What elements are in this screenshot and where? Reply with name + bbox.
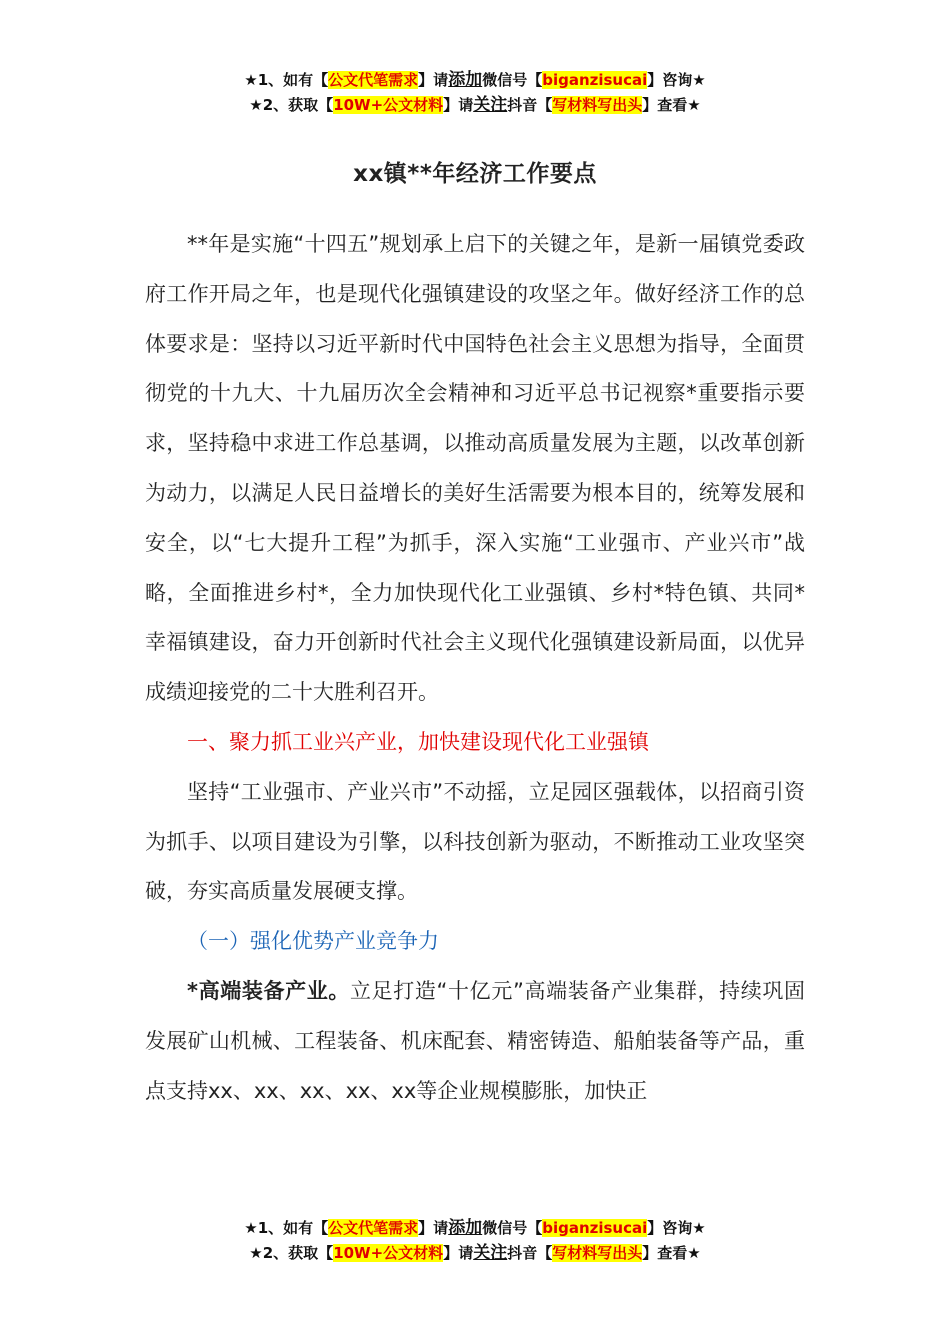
document-title: xx镇**年经济工作要点 (353, 161, 597, 187)
promo-line-1: ★1、如有【公文代笔需求】请添加微信号【biganzisucai】咨询★ (244, 70, 706, 90)
highlight-douyin-id-bottom: 写材料写出头 (552, 1244, 643, 1262)
underlined-add-bottom: 添加 (448, 1218, 483, 1238)
section-1-paragraph: 坚持“工业强市、产业兴市”不动摇，立足园区强载体，以招商引资为抓手、以项目建设为引擎，以科技创新为驱动，不断推动工业攻坚突破，夯实高质量发展硬支撑。 (145, 779, 805, 904)
intro-paragraph: **年是实施“十四五”规划承上启下的关键之年，是新一届镇党委政府工作开局之年，也是现代化强镇建设的攻坚之年。做好经济工作的总体要求是：坚持以习近平新时代中国特色社会主义思想为指导，全面贯彻党的十九大、十九届历次全会精神和习近平总书记视察*重要指示要求，坚持稳中求进工作总基调，以推动高质量发展为主题，以改革创新为动力，以满足人民日益增长的美好生活需要为根本目的，统筹发展和安全，以“七大提升工程”为抓手，深入实施“工业强市、产业兴市”战略，全面推进乡村*，全力加快现代化工业强镇、乡村*特色镇、共同*幸福镇建设，奋力开创新时代社会主义现代化强镇建设新局面，以优异成绩迎接党的二十大胜利召开。 (145, 232, 805, 705)
subsection-1-heading: （一）强化优势产业竞争力 (187, 929, 439, 954)
promo-banner-top (0, 68, 950, 118)
document-body (145, 220, 805, 1116)
promo-banner-bottom (0, 1216, 950, 1266)
highlight-materials-bottom: 10W+公文材料 (333, 1244, 444, 1262)
underlined-follow: 关注 (473, 95, 508, 115)
underlined-add: 添加 (448, 70, 483, 90)
underlined-follow-bottom: 关注 (473, 1243, 508, 1263)
highlight-wechat-id: biganzisucai (542, 71, 648, 89)
item-1-text: 立足打造“十亿元”高端装备产业集群，持续巩固发展矿山机械、工程装备、机床配套、精密铸造、船舶装备等产品，重点支持xx、xx、xx、xx、xx等企业规模膨胀，加快正 (145, 978, 806, 1103)
promo-line-2-bottom: ★2、获取【10W+公文材料】请关注抖音【写材料写出头】查看★ (249, 1243, 701, 1263)
promo-line-1-bottom: ★1、如有【公文代笔需求】请添加微信号【biganzisucai】咨询★ (244, 1218, 706, 1238)
highlight-materials: 10W+公文材料 (333, 96, 444, 114)
item-1-paragraph (145, 967, 805, 1116)
section-1-heading: 一、聚力抓工业兴产业，加快建设现代化工业强镇 (187, 729, 649, 754)
item-1-lead: *高端装备产业。 (187, 978, 351, 1003)
highlight-wechat-id-bottom: biganzisucai (542, 1219, 648, 1237)
highlight-service-bottom: 公文代笔需求 (328, 1219, 419, 1237)
highlight-douyin-id: 写材料写出头 (552, 96, 643, 114)
promo-line-2: ★2、获取【10W+公文材料】请关注抖音【写材料写出头】查看★ (249, 95, 701, 115)
highlight-service: 公文代笔需求 (328, 71, 419, 89)
